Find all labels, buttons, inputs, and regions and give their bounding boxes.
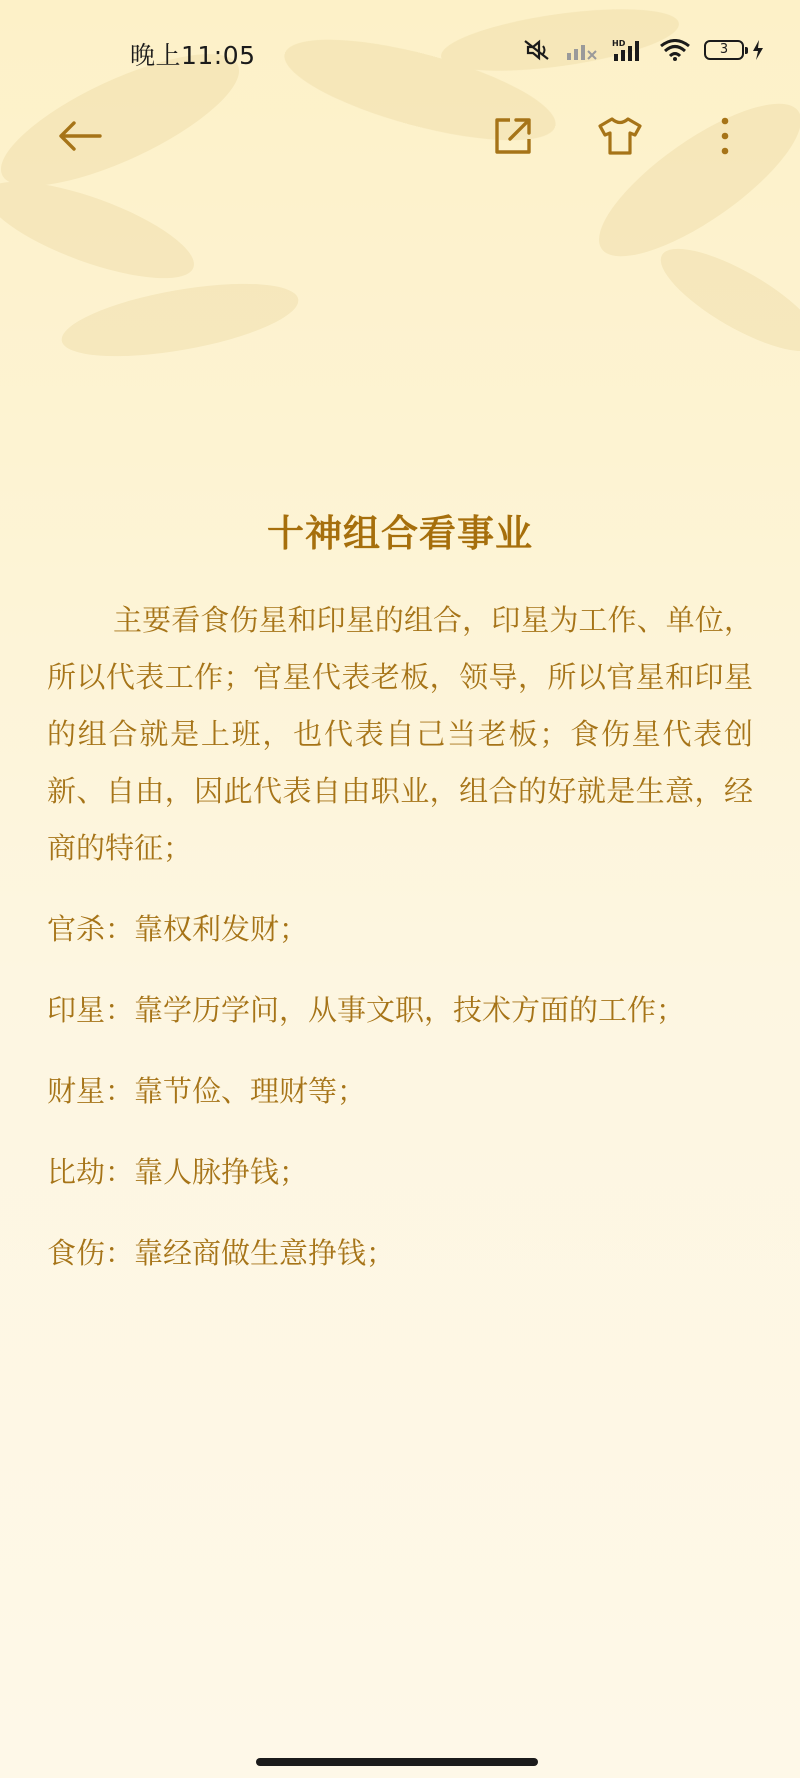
list-item: 官杀：靠权利发财； [47,912,309,946]
article-title: 十神组合看事业 [267,512,533,555]
article-body [47,592,753,1282]
home-indicator[interactable] [256,1758,538,1766]
theme-shirt-icon [597,115,643,157]
theme-button[interactable] [592,108,648,164]
status-icons [522,38,764,62]
status-bar [0,0,800,100]
list-item: 比劫：靠人脉挣钱； [47,1155,309,1189]
hd-signal-icon [612,38,646,62]
status-time: 晚上11:05 [130,41,256,70]
mute-icon [522,38,552,62]
back-arrow-icon [56,118,104,154]
battery-icon: 3 [704,40,744,60]
wifi-icon [660,39,690,61]
intro-paragraph: 主要看食伤星和印星的组合，印星为工作、单位，所以代表工作；官星代表老板，领导，所以官星和印星的组合就是上班，也代表自己当老板；食伤星代表创新、自由，因此代表自由职业，组合的好就是生意，经商的特征； [47,603,753,865]
signal-no-service-icon [566,39,598,61]
svg-text:HD: HD [612,39,626,48]
list-item: 印星：靠学历学问，从事文职，技术方面的工作； [47,993,686,1027]
back-button[interactable] [52,108,108,164]
share-button[interactable] [485,108,541,164]
more-options-button[interactable] [697,108,753,164]
list-item: 财星：靠节俭、理财等； [47,1074,367,1108]
top-toolbar [0,100,800,170]
share-icon [492,115,534,157]
more-vertical-icon [719,115,731,157]
list-item: 食伤：靠经商做生意挣钱； [47,1236,396,1270]
charging-icon [752,40,764,60]
